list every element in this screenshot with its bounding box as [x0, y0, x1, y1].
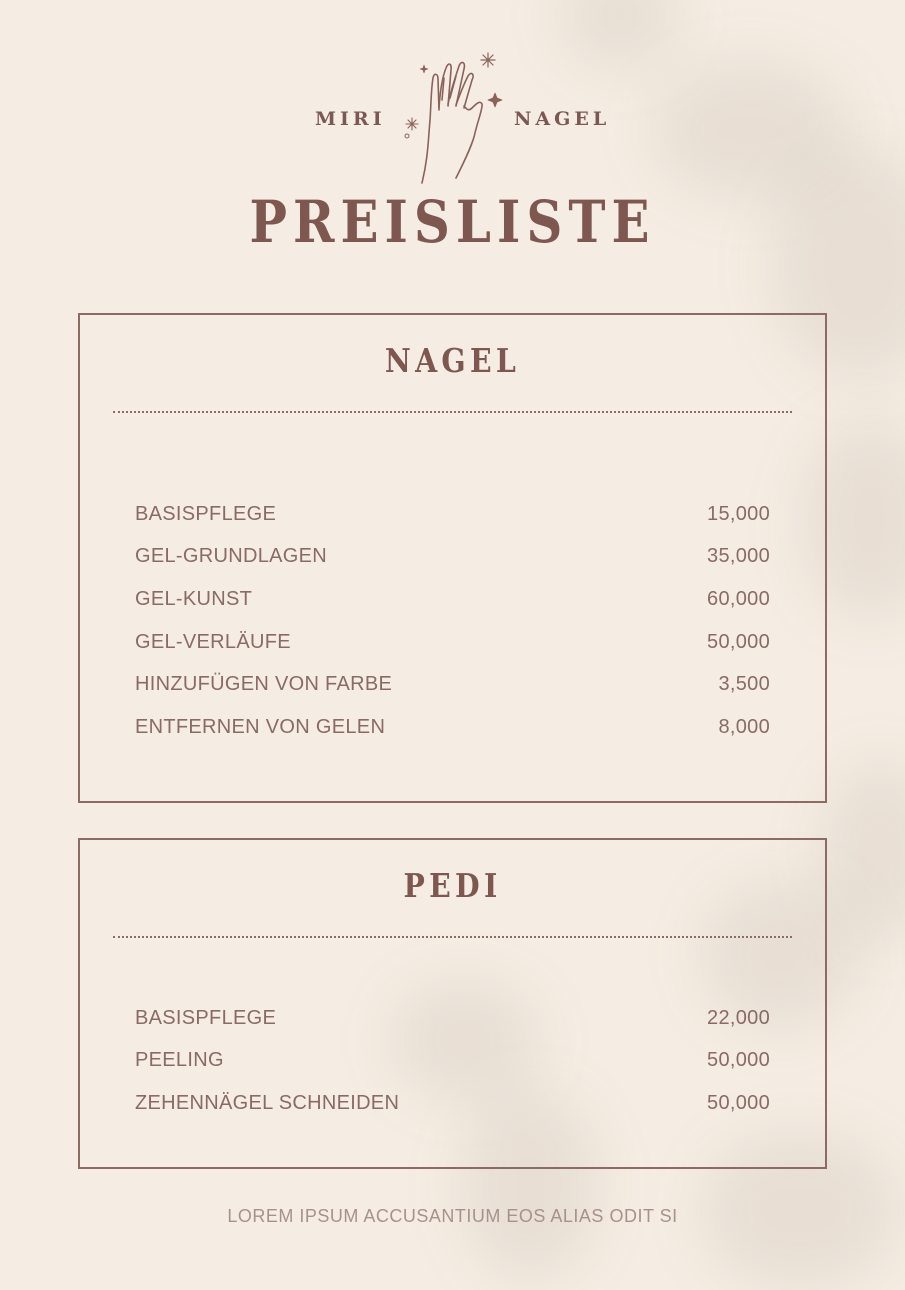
dotted-divider [113, 411, 792, 413]
page-title: PREISLISTE [249, 188, 656, 256]
price-row [135, 706, 770, 749]
service-price: 60,000 [707, 587, 770, 610]
service-name: BASISPFLEGE [135, 502, 277, 525]
price-list [135, 997, 770, 1125]
price-row [135, 1082, 770, 1125]
service-name: GEL-KUNST [135, 587, 253, 610]
service-price: 35,000 [707, 545, 770, 568]
footer-text: LOREM IPSUM ACCUSANTIUM EOS ALIAS ODIT SI [227, 1206, 678, 1226]
nagel-section [78, 313, 827, 803]
section-title: NAGEL [384, 341, 521, 380]
price-row [135, 578, 770, 621]
service-price: 22,000 [707, 1006, 770, 1029]
service-name: BASISPFLEGE [135, 1006, 277, 1029]
service-name: PEELING [135, 1049, 224, 1072]
service-price: 50,000 [707, 1049, 770, 1072]
price-list [135, 493, 770, 749]
service-name: GEL-GRUNDLAGEN [135, 545, 328, 568]
service-price: 15,000 [707, 502, 770, 525]
service-price: 50,000 [707, 630, 770, 653]
hand-icon [398, 48, 510, 188]
service-price: 3,500 [718, 673, 770, 696]
service-name: ENTFERNEN VON GELEN [135, 715, 386, 738]
price-row [135, 1040, 770, 1083]
brand-left: MIRI [315, 108, 386, 130]
dotted-divider [113, 936, 792, 938]
leaf-shadow [560, 0, 680, 70]
service-name: HINZUFÜGEN VON FARBE [135, 673, 393, 696]
service-name: GEL-VERLÄUFE [135, 630, 291, 653]
price-row [135, 621, 770, 664]
price-row [135, 493, 770, 536]
service-price: 50,000 [707, 1091, 770, 1114]
section-title: PEDI [403, 866, 502, 905]
service-name: ZEHENNÄGEL SCHNEIDEN [135, 1091, 400, 1114]
price-row [135, 663, 770, 706]
pedi-section [78, 838, 827, 1169]
price-row [135, 536, 770, 579]
brand-right: NAGEL [514, 108, 611, 130]
price-row [135, 997, 770, 1040]
service-price: 8,000 [718, 715, 770, 738]
